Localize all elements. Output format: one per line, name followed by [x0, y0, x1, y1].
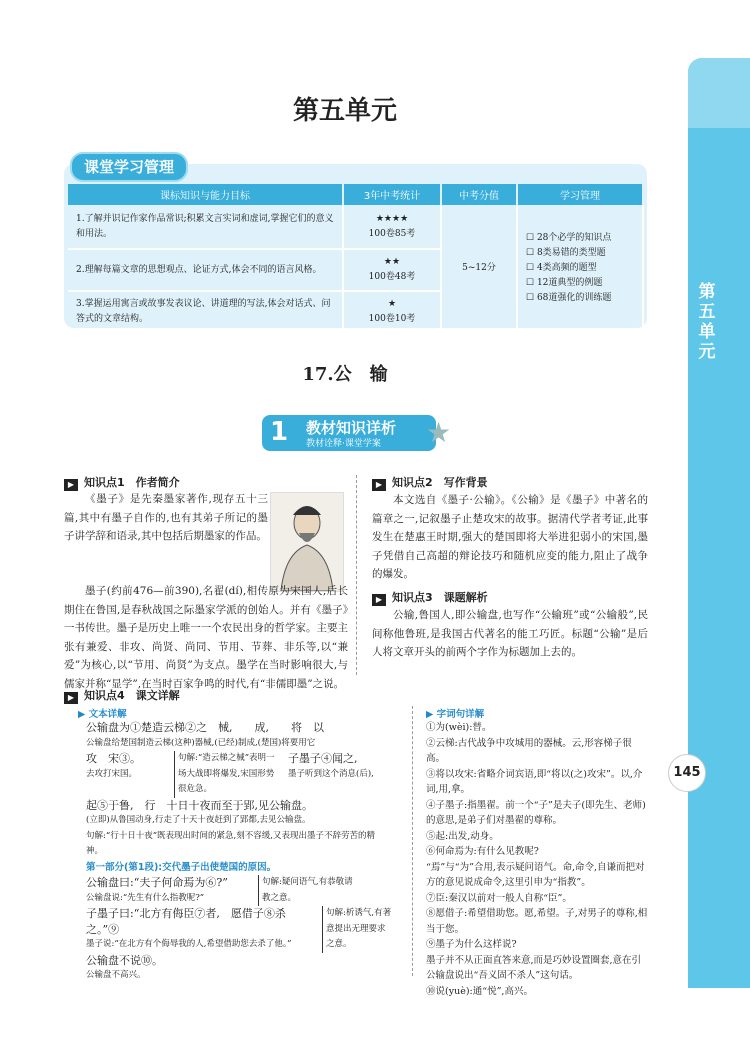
play-icon: ▶ [64, 479, 78, 491]
stat-3 [343, 291, 441, 333]
translation-line: 墨子听到这个消息(后), [288, 768, 374, 779]
text-row [86, 798, 402, 829]
word-note: “焉”与“为”合用,表示疑问语气。命,命令,自谦而把对方的意见说成命令,这里引申为“指教”。 [426, 861, 645, 888]
word-note: ⑦臣:秦汉以前对一般人自称“臣”。 [426, 892, 572, 904]
translation-line: (立即)从鲁国动身,行走了十天十夜赶到了郢都,去见公输盘。 [86, 815, 311, 825]
k1-para1: 《墨子》是先秦墨家著作,现存五十三篇,其中有墨子自作的,也有其弟子所记的墨子讲学辞和语录,其中包括后期墨家的作品。 [64, 493, 268, 542]
text-row [86, 875, 402, 906]
stars-1: ★★★★ [375, 213, 409, 224]
page-number: 145 [668, 754, 706, 792]
k2-para: 本文选自《墨子·公输》。《公输》是《墨子》中著名的篇章之一,记叙墨子止楚攻宋的故事。据清代学者考证,此事发生在楚惠王时期,强大的楚国即将大举进犯弱小的宋国,墨子凭借自己高超的辩论技巧和随机应变的能力,阻止了战争的爆发。 [372, 494, 648, 580]
k3-para: 公输,鲁国人,即公输盘,也写作“公输班”或“公输般”,民间称他鲁班,是我国古代著名的能工巧匠。标题“公输”是后人将文章开头的前两个字作为标题加上去的。 [372, 609, 648, 658]
text-line: 子墨子④闻之, [288, 752, 358, 765]
word-note: ①为(wèi):替。 [426, 722, 492, 733]
play-icon: ▶ [372, 594, 386, 606]
header-manage: 学习管理 [517, 184, 643, 205]
section-banner [262, 415, 436, 451]
word-note: ④子墨子:指墨翟。前一个“子”是夫子(即先生、老师)的意思,是弟子们对墨翟的尊称。 [426, 799, 646, 826]
translation-line: 公输盘给楚国制造云梯(这种)器械,(已经)制成,(楚国)将要用它 [86, 737, 316, 748]
management-tag: 课堂学习管理 [70, 152, 188, 182]
word-note: ⑤起:出发,动身。 [426, 830, 499, 842]
score-cell: 5~12分 [441, 205, 517, 333]
text-line: 公输盘为①楚造云梯②之 械, 成, 将 以 [86, 721, 324, 734]
translation-line: 去攻打宋国。 [86, 768, 138, 779]
checklist-item[interactable]: ☐ 12道典型的例题 [526, 278, 603, 288]
translation-line: 公输盘不高兴。 [86, 970, 146, 980]
k1-heading: ▶ 知识点1 作者简介 [64, 474, 180, 491]
play-icon: ▶ [64, 692, 78, 704]
unit-title: 第五单元 [292, 96, 397, 126]
text-line: 子墨子曰:“北方有侮臣⑦者, 愿借子⑧杀之。”⑨ [86, 907, 286, 936]
banner-subtitle: 教材诠释·课堂学案 [306, 439, 381, 449]
lesson-title: 17.公 输 [302, 364, 388, 385]
stat-text-1: 100卷85考 [368, 228, 416, 239]
goal-3: 3.掌握运用寓言或故事发表议论、讲道理的写法,体会对话式、问答式的文章结构。 [68, 291, 343, 333]
header-goal: 课标知识与能力目标 [68, 184, 343, 205]
management-table [68, 184, 644, 334]
text-line: 公输盘曰:“夫子何命焉为⑥?” [86, 876, 228, 889]
header-score: 中考分值 [441, 184, 517, 205]
word-note: ⑥何命焉为:有什么见教呢? [426, 846, 539, 857]
text-line: 攻 宋③。 [86, 752, 141, 765]
column-divider [356, 475, 358, 675]
text-cell [86, 798, 332, 829]
stat-text-2: 100卷48考 [368, 272, 416, 282]
k3-heading: ▶ 知识点3 课题解析 [372, 589, 488, 606]
k4-divider [412, 706, 414, 976]
word-notes [426, 720, 648, 999]
sentence-note: 句解:析诱气,有著意提出无理要求之意。 [322, 906, 392, 953]
text-cell [86, 906, 316, 953]
stat-text-3: 100卷10考 [368, 314, 416, 324]
text-cell [86, 875, 252, 906]
word-note: 墨子并不从正面直答来意,而是巧妙设置圈套,意在引公输盘说出“吾义固不杀人”这句话。 [426, 954, 642, 981]
stat-1 [343, 205, 441, 249]
header-stat: 3年中考统计 [343, 184, 441, 205]
side-tab-label: 第五单元 [698, 282, 716, 362]
goal-1: 1.了解并识记作家作品常识;积累文言实词和虚词,掌握它们的意义和用法。 [68, 205, 343, 249]
text-row [86, 751, 402, 798]
word-note: ②云梯:古代战争中攻城用的器械。云,形容梯子很高。 [426, 737, 632, 764]
sentence-note: 句解:“行十日十夜”既表现出时间的紧急,刻不容缓,又表现出墨子不辞劳苦的精神。 [86, 830, 375, 856]
k2-heading: ▶ 知识点2 写作背景 [372, 474, 488, 491]
stars-3: ★ [387, 299, 397, 309]
word-note: ③将以攻宋:省略介词宾语,即“将以(之)攻宋”。以,介词,用,拿。 [426, 768, 643, 795]
sentence-note: 句解:疑问语气,有恭敬请教之意。 [258, 875, 358, 906]
text-line: 公输盘不说⑩。 [86, 953, 163, 967]
star-icon: ★ [426, 416, 452, 449]
text-line: 起⑤于鲁, 行 十日十夜而至于郢,见公输盘。 [86, 798, 313, 812]
text-detail-label: ▶ 文本详解 [78, 709, 127, 720]
annotated-text [86, 720, 402, 984]
stars-2: ★★ [383, 257, 401, 267]
text-cell [86, 751, 168, 798]
checklist [517, 205, 643, 333]
sentence-note: 句解:“造云梯之械”表明一场大战即将爆发,宋国形势很危急。 [174, 751, 282, 798]
word-note: ⑩说(yuè):通“悦”,高兴。 [426, 985, 533, 997]
checklist-item[interactable]: ☐ 68道强化的训练题 [526, 293, 612, 303]
banner-number: 1 [270, 417, 289, 447]
word-detail-label: ▶ 字词句详解 [426, 709, 485, 720]
checklist-item[interactable]: ☐ 28个必学的知识点 [526, 233, 612, 243]
translation-line: 公输盘说:“先生有什么指教呢?” [86, 892, 205, 903]
play-icon: ▶ [372, 479, 386, 491]
side-tab [688, 58, 750, 988]
checklist-item[interactable]: ☐ 8类易错的类型题 [526, 248, 606, 258]
part-summary: 第一部分(第1段):交代墨子出使楚国的原因。 [86, 861, 277, 873]
text-cell [288, 751, 398, 798]
mozi-portrait [270, 492, 344, 592]
k1-para2: 墨子(约前476—前390),名翟(dí),相传原为宋国人,后长期住在鲁国,是春秋战国之际墨家学派的创始人。并有《墨子》一书传世。墨子是历史上唯一一个农民出身的哲学家。主要主张有兼爱、非攻、尚贤、尚同、节用、节葬、非乐等,以“兼爱”为核心,以“节用、尚贤”为支点。墨学在当时影响很大,与儒家并称“显学”,在当时百家争鸣的时代,有“非儒即墨”之说。 [64, 585, 348, 690]
word-note: ⑧愿借子:希望借助您。愿,希望。子,对男子的尊称,相当于您。 [426, 908, 648, 935]
checklist-item[interactable]: ☐ 4类高频的题型 [526, 263, 597, 273]
goal-2: 2.理解每篇文章的思想观点、论证方式,体会不同的语言风格。 [68, 249, 343, 291]
banner-title: 教材知识详析 [306, 419, 397, 437]
side-tab-fold [688, 58, 750, 128]
k4-heading: ▶ 知识点4 课文详解 [64, 687, 180, 704]
text-row [86, 906, 402, 953]
translation-line: 墨子说:“在北方有个侮辱我的人,希望借助您去杀了他。” [86, 939, 292, 949]
stat-2 [343, 249, 441, 291]
word-note: ⑨墨子为什么这样说? [426, 939, 517, 950]
